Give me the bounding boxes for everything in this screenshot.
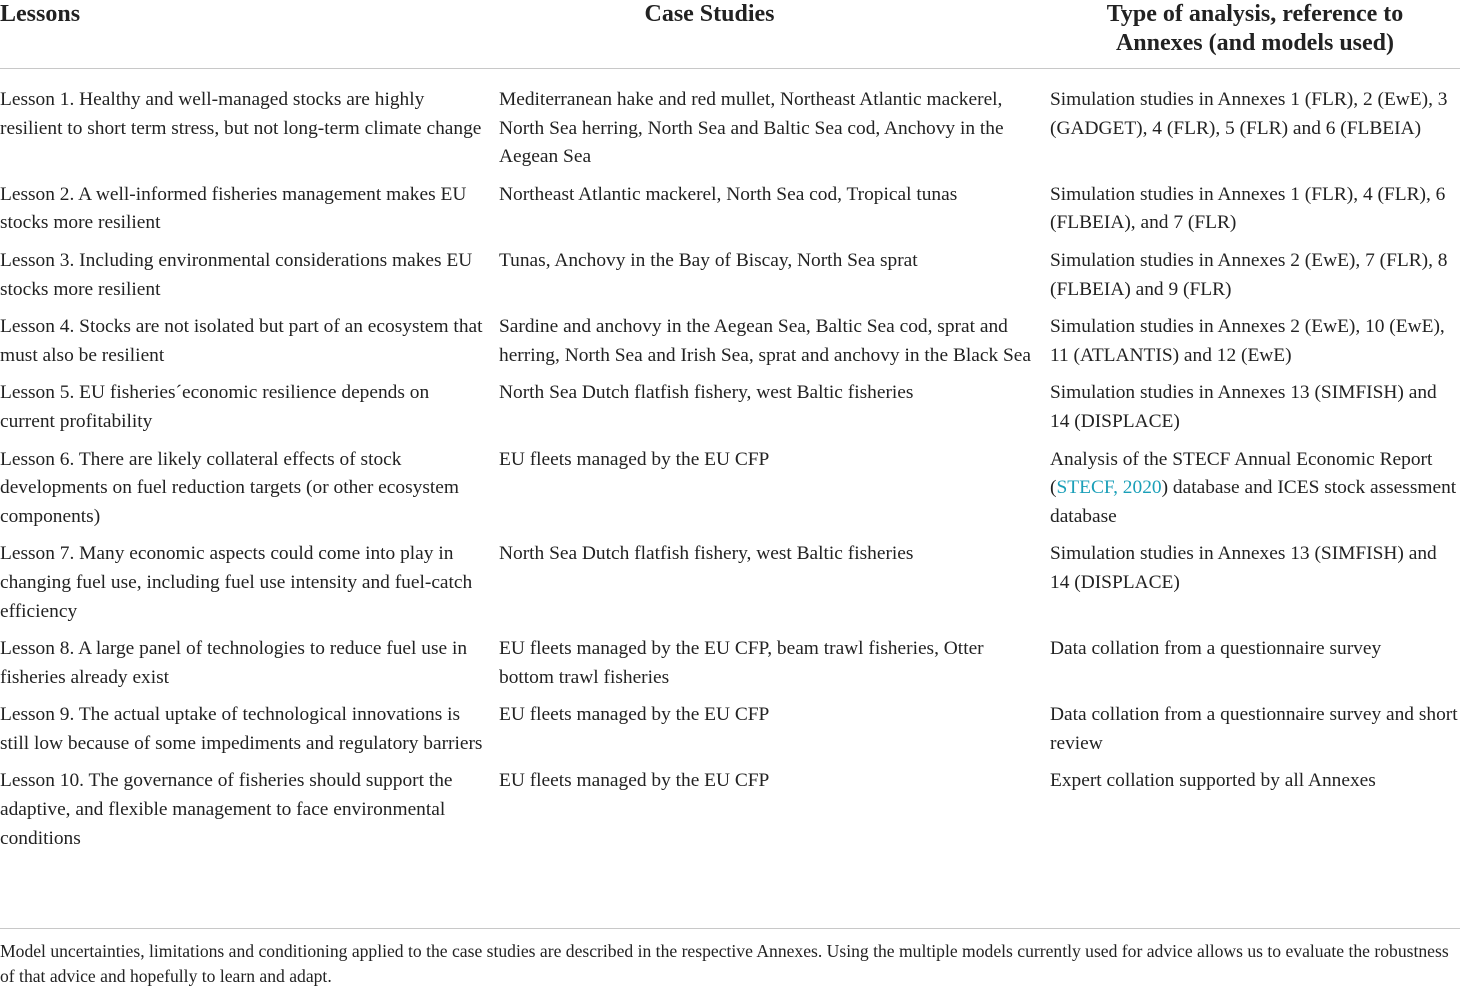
case-studies-cell: Mediterranean hake and red mullet, Northeast Atlantic mackerel, North Sea herring, North Sea and Baltic Sea cod, Anchovy in the Aegean Sea (499, 89, 1004, 168)
analysis-type-cell: Expert collation supported by all Annexes (1050, 770, 1376, 792)
header-type-of-analysis (1050, 0, 1460, 69)
lesson-cell: Lesson 8. A large panel of technologies to reduce fuel use in fisheries already exist (0, 638, 468, 688)
table-footnote: Model uncertainties, limitations and conditioning applied to the case studies are described in the respective Annexes. Using the multiple models currently used for advice allows us to evaluate the robustness of that advice and hopefully to learn and adapt. (0, 928, 1460, 990)
header-type-line-2: Annexes (and models used) (1115, 30, 1395, 56)
analysis-type-cell: Simulation studies in Annexes 1 (FLR), 2 (EwE), 3 (GADGET), 4 (FLR), 5 (FLR) and 6 (FLBEIA) (1050, 89, 1448, 139)
lesson-cell: Lesson 6. There are likely collateral effects of stock developments on fuel reduction targets (or other ecosystem components) (0, 448, 459, 527)
case-studies-cell: EU fleets managed by the EU CFP (499, 448, 770, 470)
table-row (0, 247, 1460, 313)
analysis-type-cell: Simulation studies in Annexes 13 (SIMFISH) and 14 (DISPLACE) (1050, 543, 1437, 593)
lesson-cell: Lesson 9. The actual uptake of technological innovations is still low because of some impediments and regulatory barriers (0, 704, 483, 754)
table-row (0, 540, 1460, 635)
header-case-studies: Case Studies (499, 0, 1050, 69)
table-row (0, 379, 1460, 445)
lesson-cell: Lesson 1. Healthy and well-managed stocks are highly resilient to short term stress, but not long-term climate change (0, 89, 482, 139)
analysis-type-cell: Simulation studies in Annexes 2 (EwE), 10 (EwE), 11 (ATLANTIS) and 12 (EwE) (1050, 316, 1445, 366)
table-row (0, 69, 1460, 181)
table-row (0, 767, 1460, 872)
analysis-type-cell: Simulation studies in Annexes 2 (EwE), 7 (FLR), 8 (FLBEIA) and 9 (FLR) (1050, 249, 1448, 300)
lesson-cell: Lesson 7. Many economic aspects could come into play in changing fuel use, including fuel use intensity and fuel-catch efficiency (0, 543, 473, 622)
analysis-type-cell (1050, 446, 1460, 541)
case-studies-cell: North Sea Dutch flatfish fishery, west Baltic fisheries (499, 543, 914, 565)
lesson-cell: Lesson 5. EU fisheries´economic resilience depends on current profitability (0, 382, 430, 432)
case-studies-cell: EU fleets managed by the EU CFP (499, 770, 770, 792)
case-studies-cell: Tunas, Anchovy in the Bay of Biscay, North Sea sprat (499, 249, 918, 271)
header-type-line-1: Type of analysis, reference to (1106, 1, 1404, 27)
case-studies-cell: EU fleets managed by the EU CFP, beam trawl fisheries, Otter bottom trawl fisheries (499, 638, 984, 688)
table-row (0, 635, 1460, 701)
analysis-type-cell: Data collation from a questionnaire survey and short review (1050, 704, 1458, 754)
table-row (0, 446, 1460, 541)
stecf-reference-link[interactable]: STECF, 2020 (1056, 477, 1162, 499)
lesson-cell: Lesson 4. Stocks are not isolated but part of an ecosystem that must also be resilient (0, 316, 483, 366)
analysis-type-cell: Simulation studies in Annexes 13 (SIMFISH) and 14 (DISPLACE) (1050, 382, 1437, 432)
table-row (0, 181, 1460, 247)
analysis-type-text: Analysis of the STECF Annual Economic Report ( (1050, 448, 1433, 499)
table-header (0, 0, 1460, 69)
analysis-type-cell: Simulation studies in Annexes 1 (FLR), 4 (FLR), 6 (FLBEIA), and 7 (FLR) (1050, 183, 1446, 234)
case-studies-cell: Northeast Atlantic mackerel, North Sea cod, Tropical tunas (499, 183, 958, 205)
case-studies-cell: North Sea Dutch flatfish fishery, west Baltic fisheries (499, 382, 914, 404)
header-row (0, 0, 1460, 69)
analysis-type-text: ) database and ICES stock assessment database (1050, 477, 1457, 527)
table-row (0, 313, 1460, 379)
lesson-cell: Lesson 3. Including environmental considerations makes EU stocks more resilient (0, 249, 473, 300)
case-studies-cell: EU fleets managed by the EU CFP (499, 704, 770, 726)
header-lessons: Lessons (0, 0, 499, 69)
table-row (0, 701, 1460, 767)
lesson-cell: Lesson 2. A well-informed fisheries management makes EU stocks more resilient (0, 183, 467, 234)
lesson-cell: Lesson 10. The governance of fisheries should support the adaptive, and flexible management to face environmental conditions (0, 770, 453, 849)
table-body (0, 69, 1460, 873)
case-studies-cell: Sardine and anchovy in the Aegean Sea, Baltic Sea cod, sprat and herring, North Sea and Irish Sea, sprat and anchovy in the Black Sea (499, 316, 1032, 366)
analysis-type-cell: Data collation from a questionnaire survey (1050, 638, 1382, 660)
